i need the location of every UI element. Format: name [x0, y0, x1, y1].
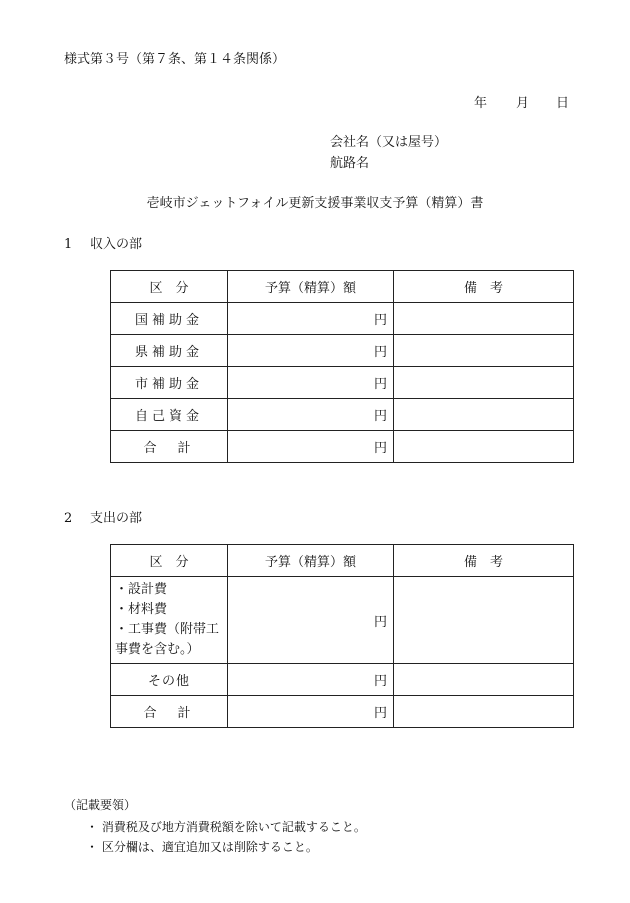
expense-item-construction: ・工事費（附帯工: [115, 622, 220, 637]
note-item: ・ 区分欄は、適宜追加又は削除すること。: [86, 840, 318, 854]
date-day-label: 日: [556, 96, 570, 111]
remarks-cell[interactable]: [394, 664, 574, 696]
expense-table: [110, 544, 574, 728]
amount-cell[interactable]: 円: [228, 696, 394, 728]
column-header-category: 区 分: [111, 545, 228, 577]
amount-cell[interactable]: 円: [228, 577, 394, 664]
remarks-cell[interactable]: [394, 303, 574, 335]
table-row: [111, 577, 574, 664]
category-cell: 自己資金: [111, 399, 228, 431]
table-row: [111, 335, 574, 367]
column-header-remarks: 備 考: [394, 545, 574, 577]
table-row: [111, 303, 574, 335]
total-row: [111, 431, 574, 463]
document-title: 壱岐市ジェットフォイル更新支援事業収支予算（精算）書: [146, 196, 484, 211]
amount-cell[interactable]: 円: [228, 399, 394, 431]
income-section-heading: [64, 233, 142, 252]
expense-item-materials: ・材料費: [115, 602, 168, 617]
category-cell: 国補助金: [111, 303, 228, 335]
amount-cell[interactable]: 円: [228, 335, 394, 367]
expense-section-label: 支出の部: [90, 511, 143, 526]
amount-cell[interactable]: 円: [228, 664, 394, 696]
remarks-cell[interactable]: [394, 367, 574, 399]
expense-section-heading: [64, 507, 142, 526]
income-table-header: [111, 271, 574, 303]
remarks-cell[interactable]: [394, 431, 574, 463]
expense-item-construction-cont: 事費を含む。）: [115, 642, 200, 657]
date-month-label: 月: [516, 96, 530, 111]
amount-cell[interactable]: 円: [228, 367, 394, 399]
notes-heading: （記載要領）: [64, 798, 137, 812]
amount-cell[interactable]: 円: [228, 431, 394, 463]
note-item: ・ 消費税及び地方消費税額を除いて記載すること。: [86, 820, 366, 834]
column-header-amount: 予算（精算）額: [228, 271, 394, 303]
category-cell: その他: [111, 664, 228, 696]
total-row: [111, 696, 574, 728]
expense-table-header: [111, 545, 574, 577]
table-row: [111, 664, 574, 696]
remarks-cell[interactable]: [394, 696, 574, 728]
form-number-label: 様式第３号（第７条、第１４条関係）: [64, 52, 286, 67]
category-cell: 合 計: [111, 696, 228, 728]
date-year-label: 年: [474, 96, 488, 111]
category-cell: 合 計: [111, 431, 228, 463]
remarks-cell[interactable]: [394, 577, 574, 664]
income-section-number: 1: [64, 237, 73, 252]
column-header-amount: 予算（精算）額: [228, 545, 394, 577]
expense-section-number: 2: [64, 511, 73, 526]
column-header-remarks: 備 考: [394, 271, 574, 303]
route-name-label: 航路名: [330, 156, 370, 171]
remarks-cell[interactable]: [394, 399, 574, 431]
category-cell: 県補助金: [111, 335, 228, 367]
table-row: [111, 367, 574, 399]
column-header-category: 区 分: [111, 271, 228, 303]
category-cell: [111, 577, 228, 664]
amount-cell[interactable]: 円: [228, 303, 394, 335]
income-table: [110, 270, 574, 463]
remarks-cell[interactable]: [394, 335, 574, 367]
category-cell: 市補助金: [111, 367, 228, 399]
table-row: [111, 399, 574, 431]
expense-item-design: ・設計費: [115, 582, 168, 597]
company-name-label: 会社名（又は屋号）: [330, 135, 448, 150]
income-section-label: 収入の部: [90, 237, 143, 252]
